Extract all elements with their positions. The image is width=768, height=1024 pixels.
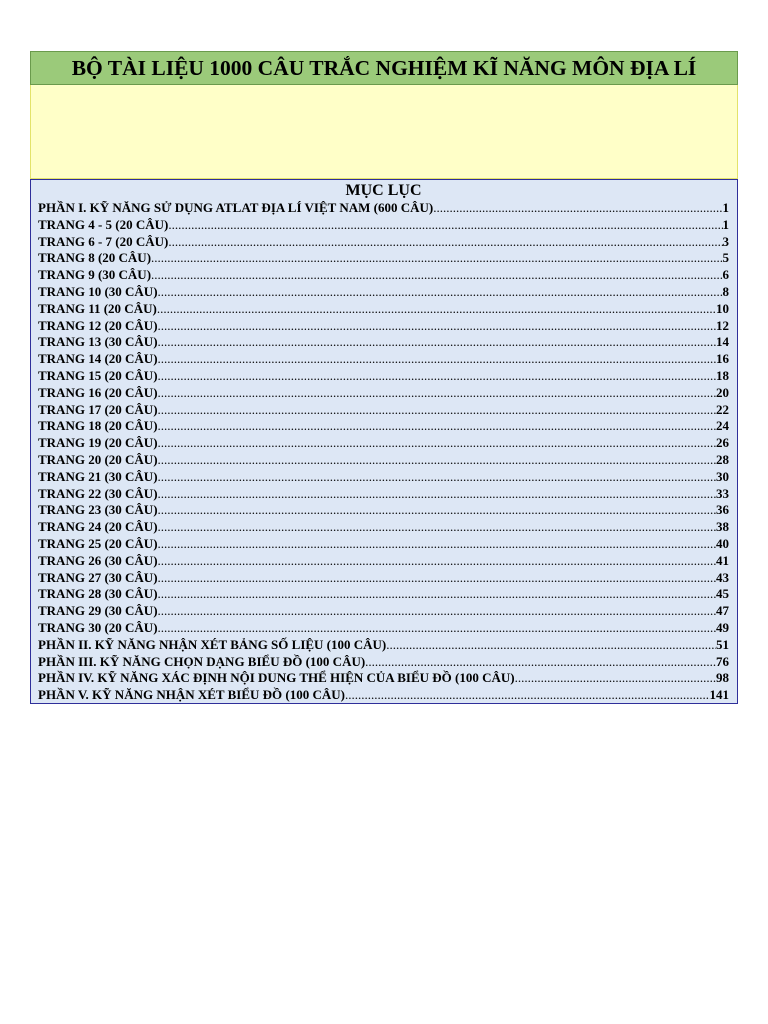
- toc-dot-leader: [158, 452, 716, 469]
- toc-entry-label: TRANG 22 (30 CÂU): [38, 485, 158, 501]
- toc-entry-page-number: 5: [722, 250, 729, 266]
- toc-entry-label: TRANG 28 (30 CÂU): [38, 586, 158, 602]
- toc-dot-leader: [158, 553, 716, 570]
- toc-entry-label: TRANG 13 (30 CÂU): [38, 334, 158, 350]
- toc-entry-label: PHẦN I. KỸ NĂNG SỬ DỤNG ATLAT ĐỊA LÍ VIỆT NAM (600 CÂU): [38, 200, 434, 215]
- toc-entry[interactable]: [38, 267, 729, 284]
- toc-entry-page-number: 98: [716, 670, 729, 686]
- toc-dot-leader: [158, 318, 716, 335]
- toc-entry-page-number: 16: [716, 351, 729, 367]
- toc-entry[interactable]: [38, 402, 729, 419]
- toc-entry-page-number: 22: [716, 401, 729, 417]
- toc-entry-label: TRANG 29 (30 CÂU): [38, 603, 158, 619]
- toc-entry-label: TRANG 23 (30 CÂU): [38, 502, 158, 518]
- toc-entry-page-number: 10: [716, 300, 729, 316]
- toc-dot-leader: [158, 486, 716, 503]
- toc-dot-leader: [158, 402, 716, 419]
- toc-dot-leader: [158, 351, 716, 368]
- toc-entry[interactable]: [38, 234, 729, 251]
- toc-entry-page-number: 141: [709, 687, 729, 703]
- toc-entry-label: TRANG 9 (30 CÂU): [38, 267, 152, 283]
- toc-entry[interactable]: [38, 250, 729, 267]
- toc-dot-leader: [168, 234, 722, 251]
- toc-entry[interactable]: [38, 469, 729, 486]
- toc-entry-label: TRANG 6 - 7 (20 CÂU): [38, 233, 169, 249]
- toc-entry-label: TRANG 20 (20 CÂU): [38, 451, 158, 467]
- toc-entry[interactable]: [38, 687, 729, 704]
- toc-dot-leader: [345, 687, 710, 704]
- blank-yellow-panel: [30, 85, 738, 179]
- toc-entry[interactable]: [38, 318, 729, 335]
- toc-entry[interactable]: [38, 418, 729, 435]
- toc-entry[interactable]: [38, 351, 729, 368]
- toc-entry-page-number: 33: [716, 485, 729, 501]
- document-title-banner: [30, 51, 738, 85]
- toc-dot-leader: [158, 418, 716, 435]
- toc-entry-page-number: 28: [716, 451, 729, 467]
- toc-entry-label: PHẦN V. KỸ NĂNG NHẬN XÉT BIỂU ĐỒ (100 CÂU): [38, 687, 345, 703]
- toc-dot-leader: [386, 637, 716, 654]
- toc-entry-page-number: 49: [716, 619, 729, 635]
- toc-dot-leader: [151, 250, 722, 267]
- toc-entry[interactable]: [38, 301, 729, 318]
- toc-entry-page-number: 36: [716, 502, 729, 518]
- toc-entry[interactable]: [38, 284, 729, 301]
- toc-entry-label: TRANG 30 (20 CÂU): [38, 619, 158, 635]
- toc-dot-leader: [158, 385, 716, 402]
- table-of-contents: [30, 179, 738, 704]
- toc-entry-page-number: 3: [722, 233, 729, 249]
- toc-dot-leader: [158, 603, 716, 620]
- toc-entry-label: TRANG 26 (30 CÂU): [38, 552, 158, 568]
- toc-entry-label: TRANG 16 (20 CÂU): [38, 384, 158, 400]
- toc-entry-label: PHẦN IV. KỸ NĂNG XÁC ĐỊNH NỘI DUNG THỂ HIỆN CỦA BIỂU ĐỒ (100 CÂU): [38, 670, 515, 686]
- toc-entry-page-number: 30: [716, 468, 729, 484]
- toc-entry[interactable]: [38, 620, 729, 637]
- document-title: BỘ TÀI LIỆU 1000 CÂU TRẮC NGHIỆM KĨ NĂNG MÔN ĐỊA LÍ: [71, 55, 697, 80]
- toc-entry-page-number: 14: [716, 334, 729, 350]
- toc-entry[interactable]: [38, 654, 729, 671]
- toc-entry[interactable]: [38, 435, 729, 452]
- toc-entry-label: TRANG 17 (20 CÂU): [38, 401, 158, 417]
- toc-dot-leader: [158, 620, 716, 637]
- toc-entry-label: PHẦN II. KỸ NĂNG NHẬN XÉT BẢNG SỐ LIỆU (100 CÂU): [38, 636, 387, 652]
- toc-entry-page-number: 40: [716, 535, 729, 551]
- toc-entry-page-number: 41: [716, 552, 729, 568]
- toc-entry[interactable]: [38, 637, 729, 654]
- toc-entry-label: PHẦN III. KỸ NĂNG CHỌN DẠNG BIỂU ĐỒ (100 CÂU): [38, 653, 366, 669]
- toc-dot-leader: [158, 469, 716, 486]
- toc-dot-leader: [158, 570, 716, 587]
- toc-entry-label: TRANG 18 (20 CÂU): [38, 418, 158, 434]
- toc-dot-leader: [168, 217, 722, 234]
- toc-entry-page-number: 51: [716, 636, 729, 652]
- toc-entry-label: TRANG 11 (20 CÂU): [38, 300, 157, 316]
- toc-entry-label: TRANG 27 (30 CÂU): [38, 569, 158, 585]
- toc-entry-label: TRANG 12 (20 CÂU): [38, 317, 158, 333]
- toc-entry[interactable]: [38, 570, 729, 587]
- toc-entry[interactable]: [38, 586, 729, 603]
- toc-entry-label: TRANG 21 (30 CÂU): [38, 468, 158, 484]
- toc-entry[interactable]: [38, 334, 729, 351]
- toc-entry[interactable]: [38, 553, 729, 570]
- toc-dot-leader: [365, 654, 716, 671]
- toc-entry-label: TRANG 25 (20 CÂU): [38, 535, 158, 551]
- toc-entry-page-number: 47: [716, 603, 729, 619]
- toc-dot-leader: [158, 519, 716, 536]
- toc-entry-page-number: 76: [716, 653, 729, 669]
- toc-dot-leader: [157, 301, 716, 318]
- toc-entry-page-number: 38: [716, 519, 729, 535]
- toc-entry-label: TRANG 8 (20 CÂU): [38, 250, 152, 266]
- toc-dot-leader: [158, 502, 716, 519]
- toc-dot-leader: [433, 200, 722, 217]
- toc-entry[interactable]: [38, 670, 729, 687]
- toc-dot-leader: [158, 368, 716, 385]
- toc-entry[interactable]: [38, 486, 729, 503]
- toc-entry-label: TRANG 19 (20 CÂU): [38, 435, 158, 451]
- toc-entry-page-number: 12: [716, 317, 729, 333]
- toc-entry-page-number: 1: [722, 216, 729, 232]
- toc-list: [38, 200, 729, 704]
- toc-entry-page-number: 43: [716, 569, 729, 585]
- toc-heading: MỤC LỤC: [345, 182, 422, 199]
- toc-entry-page-number: 1: [722, 200, 729, 215]
- toc-entry-page-number: 45: [716, 586, 729, 602]
- toc-entry-page-number: 26: [716, 435, 729, 451]
- toc-entry[interactable]: [38, 536, 729, 553]
- toc-entry[interactable]: [38, 502, 729, 519]
- toc-entry-page-number: 18: [716, 367, 729, 383]
- toc-dot-leader: [158, 284, 723, 301]
- toc-entry[interactable]: [38, 200, 729, 217]
- toc-entry-label: TRANG 24 (20 CÂU): [38, 519, 158, 535]
- toc-dot-leader: [158, 435, 716, 452]
- toc-entry-label: TRANG 15 (20 CÂU): [38, 367, 158, 383]
- toc-entry-label: TRANG 4 - 5 (20 CÂU): [38, 216, 169, 232]
- toc-entry-label: TRANG 10 (30 CÂU): [38, 283, 158, 299]
- toc-entry-label: TRANG 14 (20 CÂU): [38, 351, 158, 367]
- toc-dot-leader: [158, 334, 716, 351]
- toc-entry[interactable]: [38, 368, 729, 385]
- toc-entry[interactable]: [38, 385, 729, 402]
- toc-dot-leader: [151, 267, 722, 284]
- toc-entry-page-number: 6: [722, 267, 729, 283]
- toc-entry-page-number: 24: [716, 418, 729, 434]
- toc-entry-page-number: 20: [716, 384, 729, 400]
- toc-entry[interactable]: [38, 452, 729, 469]
- toc-entry-page-number: 8: [722, 283, 729, 299]
- toc-entry[interactable]: [38, 217, 729, 234]
- toc-entry[interactable]: [38, 603, 729, 620]
- toc-dot-leader: [515, 670, 716, 687]
- toc-dot-leader: [158, 536, 716, 553]
- toc-dot-leader: [158, 586, 716, 603]
- toc-entry[interactable]: [38, 519, 729, 536]
